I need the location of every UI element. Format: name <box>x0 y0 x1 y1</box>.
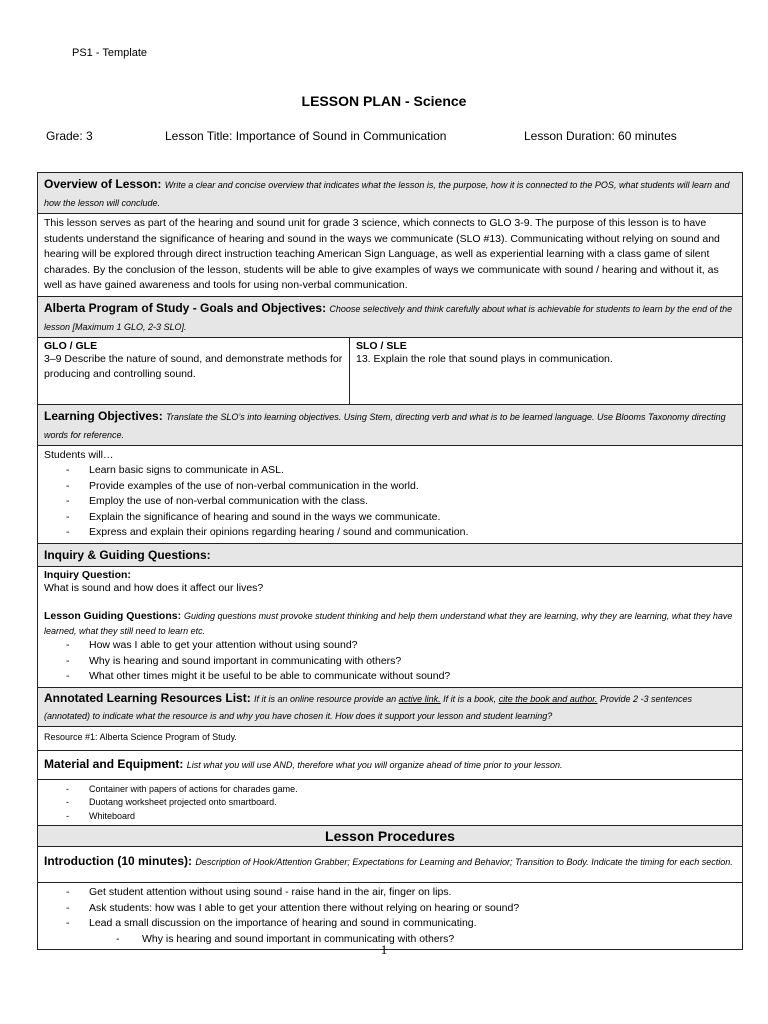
list-item: - Whiteboard <box>44 810 736 824</box>
resources-title: Annotated Learning Resources List: <box>44 690 255 705</box>
materials-hint: List what you will use AND, therefore what you will organize ahead of time prior to your lesson. <box>186 759 563 770</box>
list-item: - Get student attention without using sound - raise hand in the air, finger on lips. <box>44 885 736 901</box>
program-header-row <box>38 296 743 337</box>
resources-hint-a: If it is an online resource provide an <box>254 693 399 704</box>
objectives-header-row <box>38 404 743 445</box>
inquiry-body <box>38 566 743 687</box>
glo-cell <box>38 337 350 404</box>
resources-hint-b: If it is a book, <box>440 693 499 704</box>
objectives-header-cell <box>38 404 743 445</box>
overview-header-row <box>38 173 743 214</box>
materials-list <box>44 783 736 824</box>
inquiry-header-cell <box>38 543 743 566</box>
list-item: - Duotang worksheet projected onto smartboard. <box>44 796 736 810</box>
resources-body-row <box>38 726 743 750</box>
materials-body-row <box>38 779 743 826</box>
program-goals-row <box>38 337 743 404</box>
slo-label: SLO / SLE <box>356 339 407 352</box>
list-sub-item: - Why is hearing and sound important in communicating with others? <box>44 932 736 948</box>
slo-cell <box>350 337 743 404</box>
overview-title: Overview of Lesson: <box>44 177 165 191</box>
template-label: PS1 - Template <box>72 47 148 59</box>
resource-1: Resource #1: Alberta Science Program of Study. <box>38 726 743 750</box>
overview-hint: Write a clear and concise overview that indicates what the lesson is, the purpose, how it is connected to the POS, what students will learn and how the lesson will conclude. <box>44 180 730 208</box>
list-item: - Provide examples of the use of non-verbal communication in the world. <box>44 479 736 495</box>
glo-text: 3–9 Describe the nature of sound, and demonstrate methods for producing and controlling sound. <box>44 352 343 380</box>
glo-label: GLO / GLE <box>44 339 98 352</box>
materials-header-cell <box>38 750 743 779</box>
overview-header-cell <box>38 173 743 214</box>
inquiry-body-row <box>38 566 743 687</box>
inquiry-header-row <box>38 543 743 566</box>
introduction-list <box>44 885 736 947</box>
objectives-title: Learning Objectives: <box>44 408 167 423</box>
page-number: 1 <box>380 942 388 957</box>
objectives-body <box>38 445 743 543</box>
list-item: - Learn basic signs to communicate in ASL. <box>44 463 736 479</box>
cite-book-text: cite the book and author. <box>498 693 598 704</box>
materials-title: Material and Equipment: <box>44 756 187 771</box>
introduction-header-row <box>38 847 743 883</box>
list-item: - Lead a small discussion on the importance of hearing and sound in communicating. <box>44 916 736 932</box>
materials-header-row <box>38 750 743 779</box>
guiding-questions-list <box>44 638 736 685</box>
program-hint: Choose selectively and think carefully about what is achievable for students to learn by the end of the lesson [Maximum 1 GLO, 2-3 SLO]. <box>44 303 733 332</box>
procedures-title: Lesson Procedures <box>38 826 743 847</box>
program-header-cell <box>38 296 743 337</box>
introduction-hint: Description of Hook/Attention Grabber; Expectations for Learning and Behavior; Transition to Body. Indicate the timing for each section. <box>195 857 733 867</box>
objectives-intro: Students will… <box>44 448 114 461</box>
introduction-header-cell <box>38 847 743 883</box>
introduction-title: Introduction (10 minutes): <box>44 854 196 868</box>
grade-label: Grade: 3 <box>46 129 93 143</box>
introduction-body-row <box>38 883 743 950</box>
list-item: - Why is hearing and sound important in communicating with others? <box>44 654 736 670</box>
list-item: - Express and explain their opinions regarding hearing / sound and communication. <box>44 525 736 541</box>
procedures-title-row <box>38 826 743 847</box>
active-link-text: active link. <box>398 693 441 704</box>
resources-header-cell <box>38 687 743 726</box>
list-item: - Employ the use of non-verbal communication with the class. <box>44 494 736 510</box>
list-item: - Container with papers of actions for charades game. <box>44 783 736 797</box>
introduction-body <box>38 883 743 950</box>
lesson-duration-label: Lesson Duration: 60 minutes <box>524 129 677 143</box>
inquiry-title: Inquiry & Guiding Questions: <box>44 547 211 562</box>
slo-text: 13. Explain the role that sound plays in communication. <box>356 352 613 365</box>
list-item: - What other times might it be useful to be able to communicate without sound? <box>44 669 736 685</box>
guiding-questions-label: Lesson Guiding Questions: <box>44 610 185 622</box>
page-title: LESSON PLAN - Science <box>301 93 467 109</box>
lesson-plan-table <box>37 172 743 950</box>
inquiry-question-label: Inquiry Question: <box>44 568 131 581</box>
objectives-list <box>44 463 736 541</box>
resources-header-row <box>38 687 743 726</box>
materials-body <box>38 779 743 826</box>
list-item: - Ask students: how was I able to get your attention there without relying on hearing or sound? <box>44 901 736 917</box>
list-item: - How was I able to get your attention without using sound? <box>44 638 736 654</box>
overview-body-row <box>38 214 743 297</box>
guiding-questions-hint: Guiding questions must provoke student thinking and help them understand what they are learning, why they are learning, what they have learned, what they still need to learn etc. <box>44 611 733 636</box>
inquiry-question: What is sound and how does it affect our lives? <box>44 581 264 594</box>
overview-body: This lesson serves as part of the hearing and sound unit for grade 3 science, which connects to GLO 3-9. The purpose of this lesson is to have students understand the significance of hearing and sound in the ways we communicate (SLO #13). Communicating without relying on sound and hearing will be explored through direct instruction teaching American Sign Language, as well as experiential learning with a class game of silent charades. By the conclusion of the lesson, students will be able to give examples of ways we communicate with sound / hearing and without it, as well as have gained awareness and tools for using non-verbal communication. <box>38 214 743 297</box>
resources-hint-c: Provide 2 -3 sentences (annotated) to indicate what the resource is and why you have chosen it. How does it support your lesson and student learning? <box>44 693 692 721</box>
list-item: - Explain the significance of hearing and sound in the ways we communicate. <box>44 510 736 526</box>
objectives-body-row <box>38 445 743 543</box>
lesson-title-label: Lesson Title: Importance of Sound in Communication <box>165 129 447 143</box>
objectives-hint: Translate the SLO’s into learning objectives. Using Stem, directing verb and what is to be learned language. Use Blooms Taxonomy directing words for reference. <box>44 411 726 440</box>
program-title: Alberta Program of Study - Goals and Objectives: <box>44 300 330 315</box>
